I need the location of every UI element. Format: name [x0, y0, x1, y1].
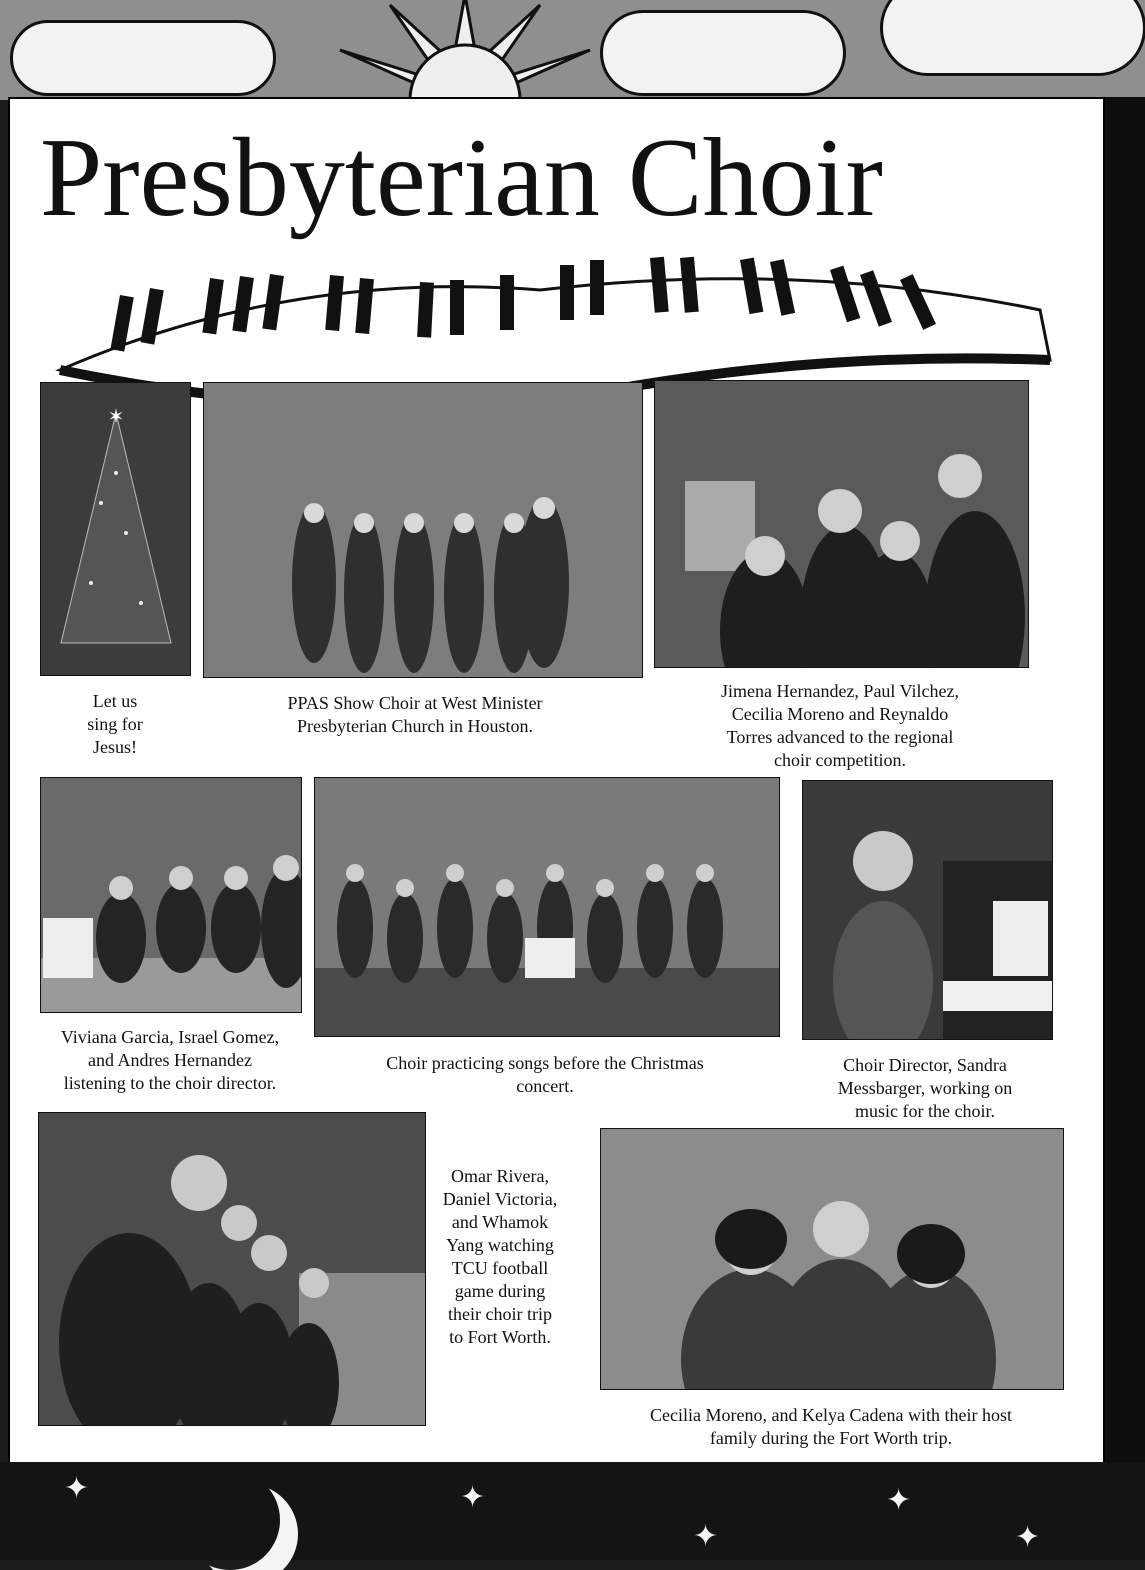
- photo-practicing: [314, 777, 780, 1037]
- caption-host-family: Cecilia Moreno, and Kelya Cadena with their host family during the Fort Worth trip.: [650, 1405, 1012, 1448]
- photo-host-family: [600, 1128, 1064, 1390]
- sky-band: [0, 0, 1145, 100]
- sun-icon: [330, 0, 600, 100]
- caption-football: Omar Rivera, Daniel Victoria, and Whamok Yang watching TCU football game during their choir trip to Fort Worth.: [442, 1166, 558, 1347]
- cloud-icon: [880, 0, 1145, 76]
- cloud-icon: [10, 20, 276, 96]
- star-icon: ✦: [886, 1483, 912, 1518]
- photo-christmas-tree: [40, 382, 191, 676]
- star-icon: ✦: [1015, 1520, 1041, 1555]
- photo-show-choir: [203, 382, 643, 678]
- caption-practicing: Choir practicing songs before the Christmas concert.: [386, 1053, 704, 1096]
- cloud-icon: [600, 10, 846, 96]
- right-border: [1105, 97, 1145, 1462]
- star-icon: ✦: [693, 1519, 719, 1554]
- night-band: [0, 1462, 1145, 1560]
- star-icon: ✦: [64, 1471, 90, 1506]
- photo-regional-four: [654, 380, 1029, 668]
- page-title: Presbyterian Choir: [40, 116, 883, 240]
- photo-director: [802, 780, 1053, 1040]
- caption-director: Choir Director, Sandra Messbarger, working on music for the choir.: [837, 1055, 1013, 1121]
- caption-show-choir: PPAS Show Choir at West Minister Presbyterian Church in Houston.: [287, 693, 543, 736]
- caption-regional-four: Jimena Hernandez, Paul Vilchez, Cecilia Moreno and Reynaldo Torres advanced to the regional choir competition.: [721, 681, 959, 770]
- photo-football: [38, 1112, 426, 1426]
- caption-listening: Viviana Garcia, Israel Gomez, and Andres Hernandez listening to the choir director.: [60, 1027, 280, 1093]
- star-icon: ✦: [460, 1480, 486, 1515]
- svg-text:✶: ✶: [107, 406, 125, 428]
- photo-listening: [40, 777, 302, 1013]
- caption-christmas-tree: Let us sing for Jesus!: [87, 691, 143, 757]
- moon-icon: [180, 1470, 280, 1570]
